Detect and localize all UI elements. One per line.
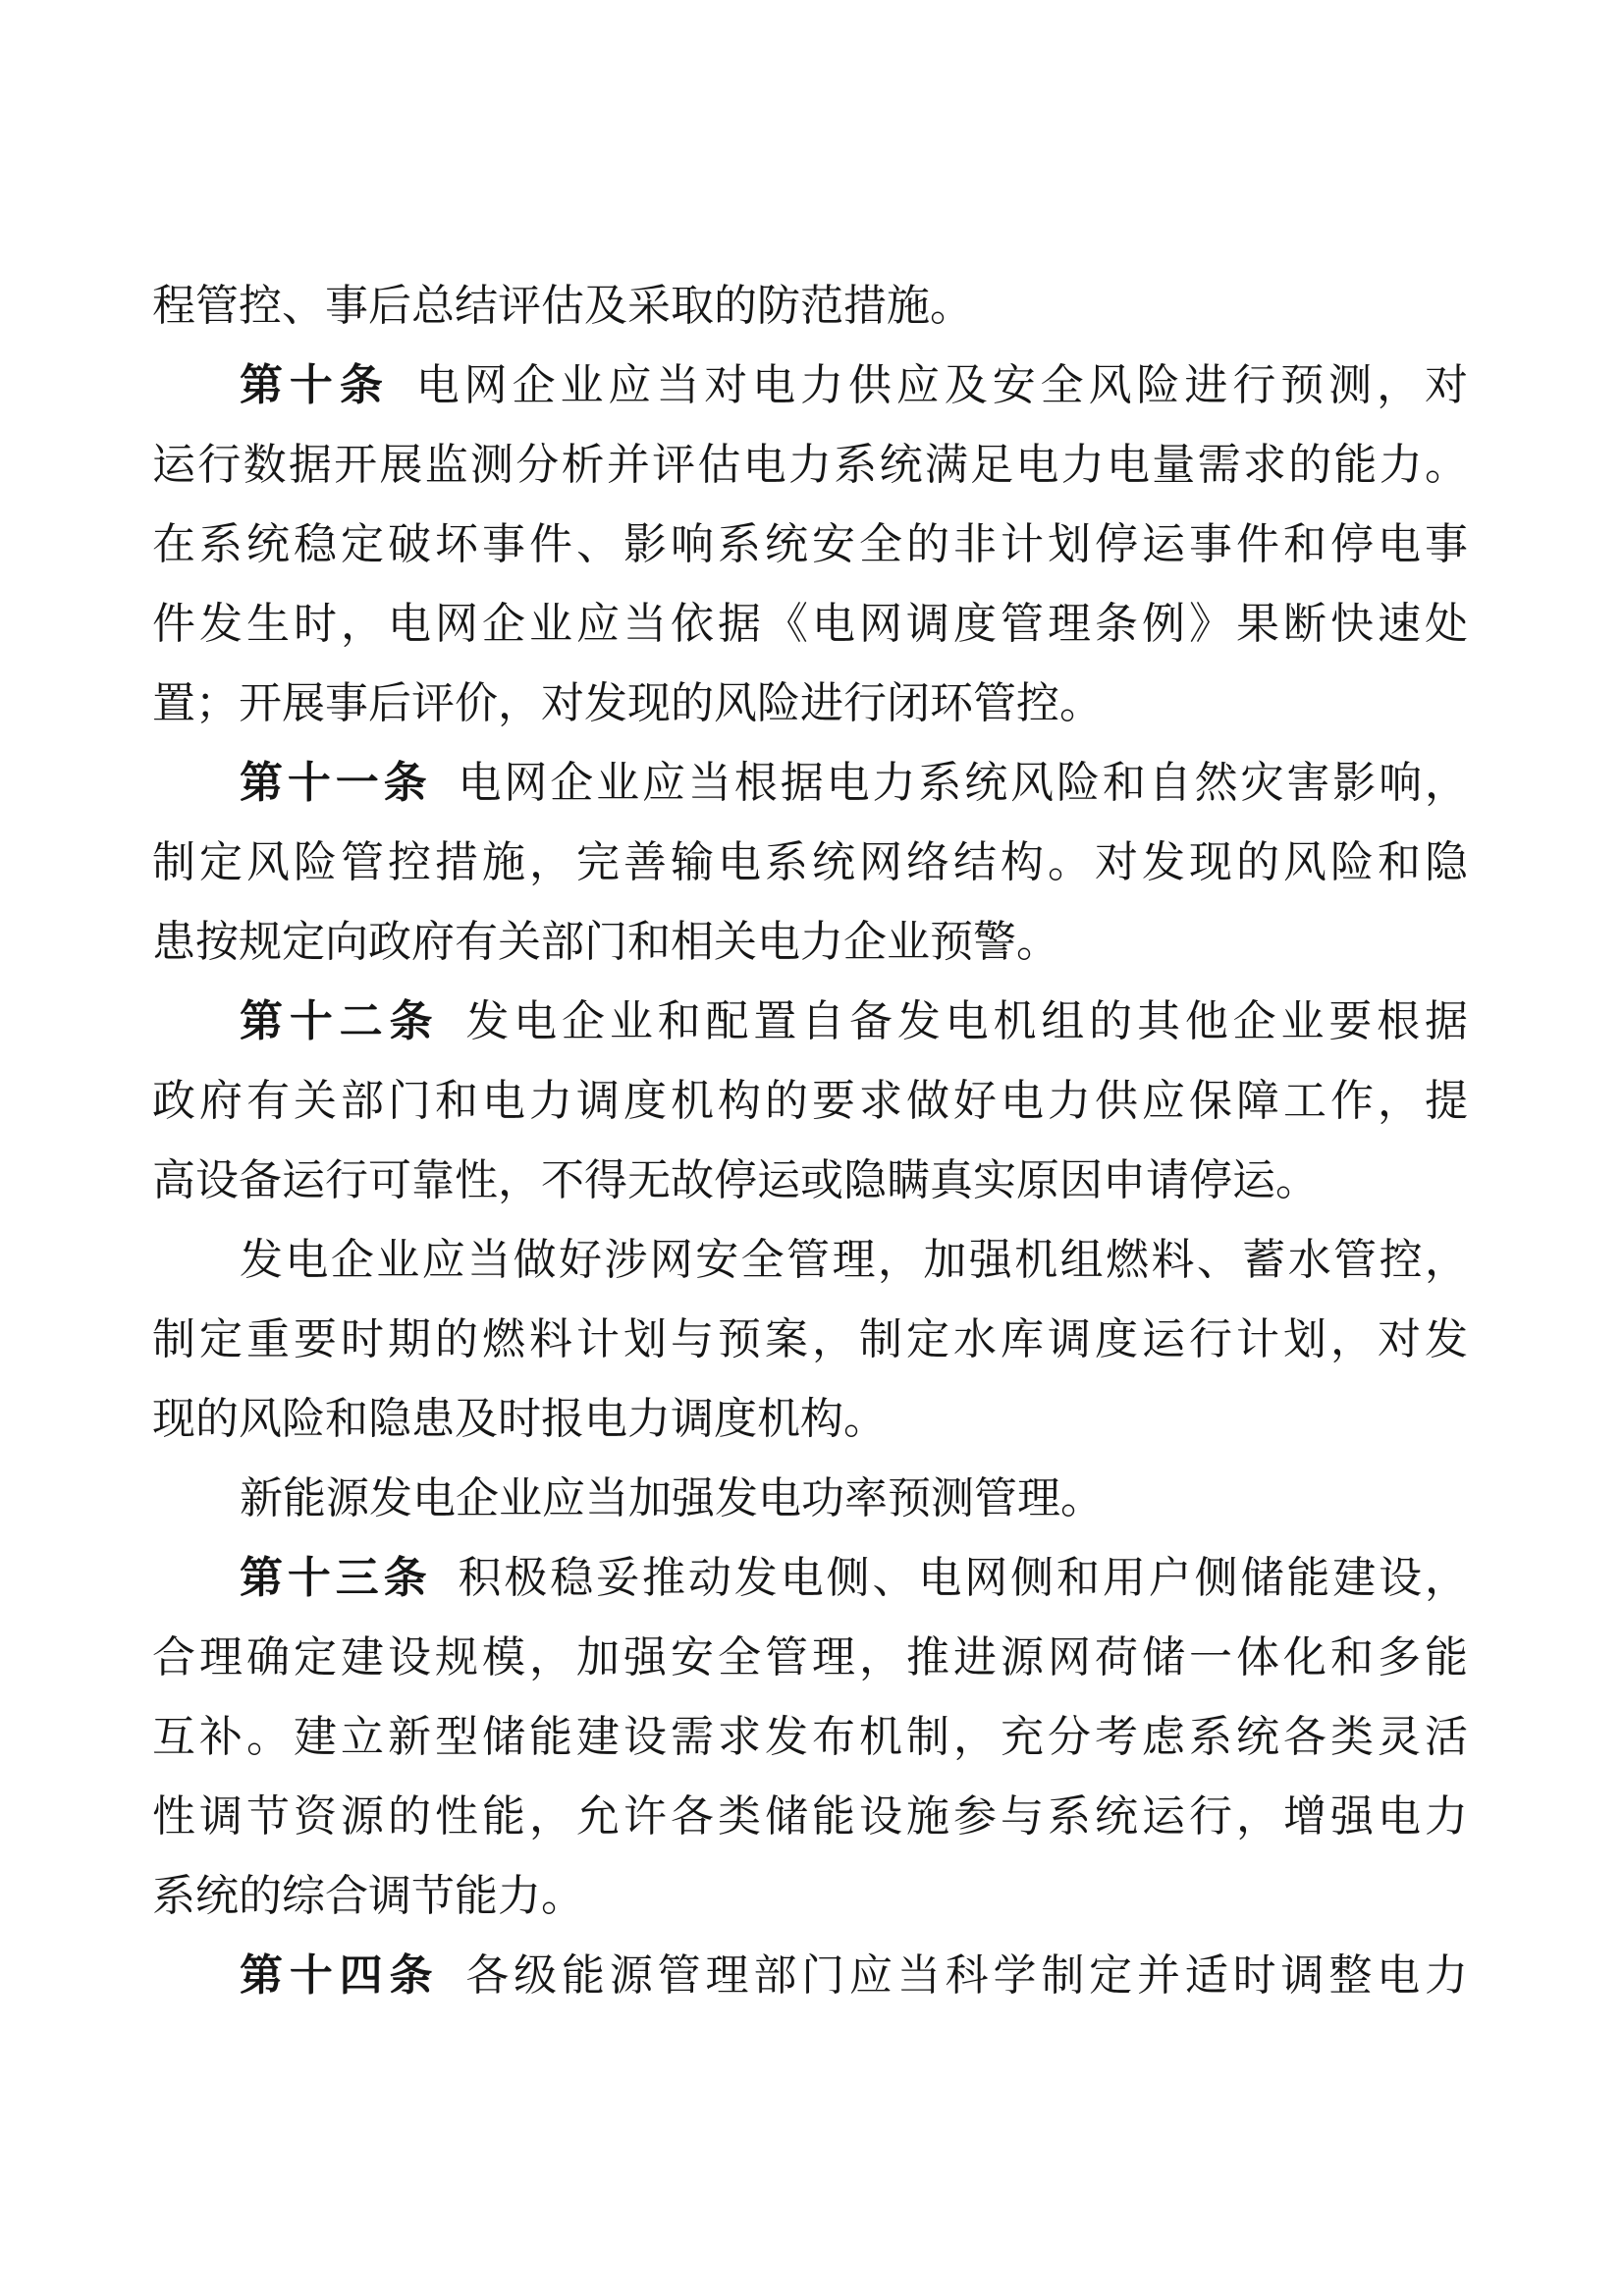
article-number: 第十二条 bbox=[240, 997, 440, 1045]
text-line: 发电企业应当做好涉网安全管理，加强机组燃料、蓄水管控， bbox=[240, 1236, 1468, 1284]
text-line: 患按规定向政府有关部门和相关电力企业预警。 bbox=[152, 918, 1059, 966]
text-line: 运行数据开展监测分析并评估电力系统满足电力电量需求的能力。 bbox=[152, 441, 1468, 489]
text-line: 第十条 电网企业应当对电力供应及安全风险进行预测，对 bbox=[240, 361, 1468, 409]
text-line: 现的风险和隐患及时报电力调度机构。 bbox=[152, 1395, 887, 1443]
text-line: 第十一条 电网企业应当根据电力系统风险和自然灾害影响， bbox=[240, 759, 1469, 807]
article-number: 第十四条 bbox=[240, 1951, 440, 2000]
text-line: 第十四条 各级能源管理部门应当科学制定并适时调整电力 bbox=[240, 1951, 1469, 2000]
text-line: 互补。建立新型储能建设需求发布机制，充分考虑系统各类灵活 bbox=[152, 1713, 1468, 1761]
text-line: 合理确定建设规模，加强安全管理，推进源网荷储一体化和多能 bbox=[152, 1633, 1468, 1682]
text-line: 制定风险管控措施，完善输电系统网络结构。对发现的风险和隐 bbox=[152, 838, 1468, 886]
text-line: 置；开展事后评价，对发现的风险进行闭环管控。 bbox=[152, 679, 1103, 727]
text-line: 新能源发电企业应当加强发电功率预测管理。 bbox=[240, 1474, 1104, 1522]
text-line: 第十二条 发电企业和配置自备发电机组的其他企业要根据 bbox=[240, 997, 1469, 1045]
article-number: 第十三条 bbox=[240, 1554, 432, 1602]
text-line: 制定重要时期的燃料计划与预案，制定水库调度运行计划，对发 bbox=[152, 1315, 1468, 1363]
text-line: 高设备运行可靠性，不得无故停运或隐瞒真实原因申请停运。 bbox=[152, 1156, 1319, 1204]
text-line: 政府有关部门和电力调度机构的要求做好电力供应保障工作，提 bbox=[152, 1077, 1468, 1125]
text-line: 第十三条 积极稳妥推动发电侧、电网侧和用户侧储能建设， bbox=[240, 1554, 1469, 1602]
article-number: 第十一条 bbox=[240, 759, 432, 807]
text-line: 性调节资源的性能，允许各类储能设施参与系统运行，增强电力 bbox=[152, 1792, 1468, 1841]
document-body bbox=[152, 266, 1468, 2015]
text-line: 件发生时，电网企业应当依据《电网调度管理条例》果断快速处 bbox=[152, 600, 1468, 648]
text-line: 程管控、事后总结评估及采取的防范措施。 bbox=[152, 282, 973, 330]
text-line: 系统的综合调节能力。 bbox=[152, 1872, 584, 1920]
article-number: 第十条 bbox=[240, 361, 390, 409]
text-line: 在系统稳定破坏事件、影响系统安全的非计划停运事件和停电事 bbox=[152, 520, 1468, 568]
